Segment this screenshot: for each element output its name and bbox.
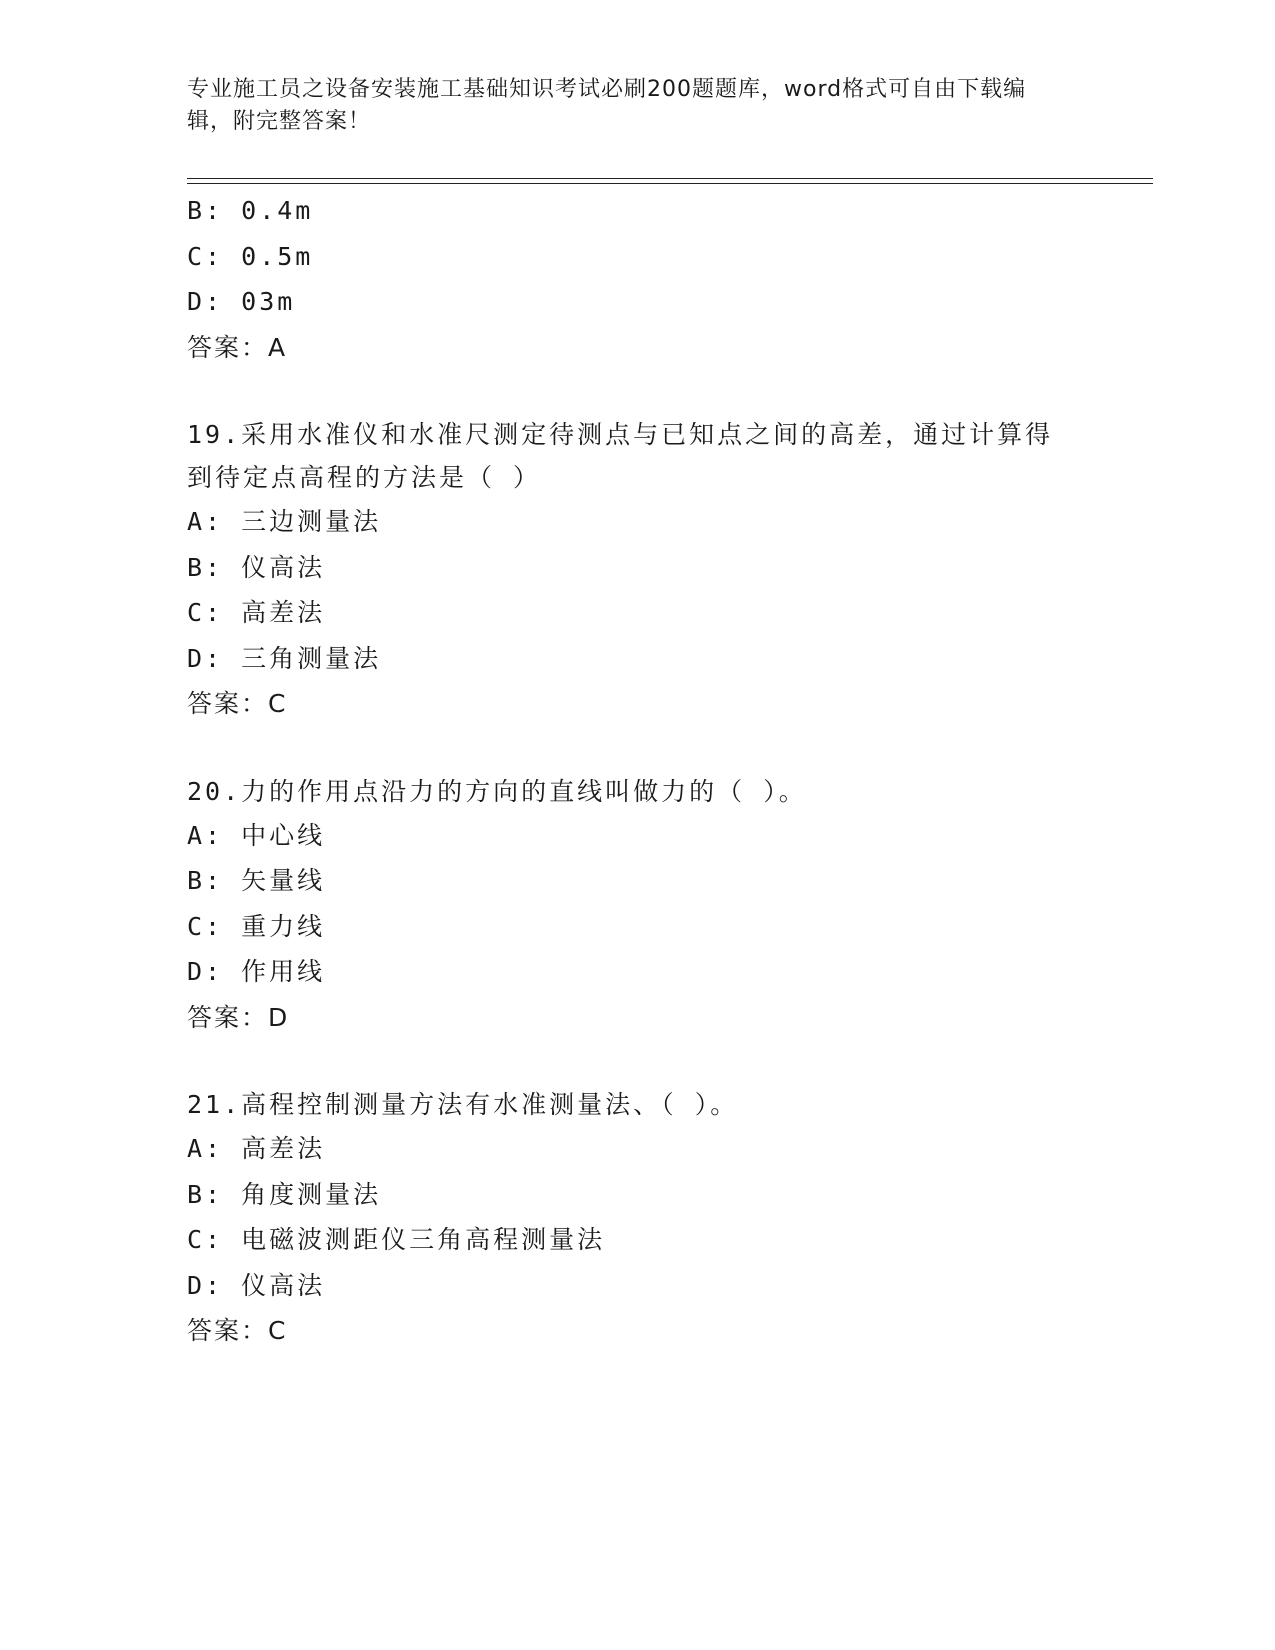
answer-line: 答案：C: [187, 689, 288, 718]
header-divider-bottom: [187, 183, 1153, 184]
option-b: B: 0.4m: [187, 196, 314, 225]
option-d: D: 仪高法: [187, 1270, 326, 1300]
spacer: [187, 370, 1147, 413]
spacer: [187, 1040, 1147, 1083]
question-block-21: [187, 1083, 1147, 1354]
option-b: B: 矢量线: [187, 866, 326, 895]
question-text: 21.高程控制测量方法有水准测量法、（ ）。: [187, 1090, 739, 1119]
option-c: C: 0.5m: [187, 241, 314, 271]
option-c: C: 重力线: [187, 911, 326, 941]
option-d: D: 作用线: [187, 957, 326, 986]
option-c: C: 高差法: [187, 598, 326, 627]
option-d: D: 03m: [187, 287, 296, 316]
option-b: B: 角度测量法: [187, 1179, 382, 1209]
header-divider-top: [187, 178, 1153, 179]
document-header-title: 专业施工员之设备安装施工基础知识考试必刷200题题库，word格式可自由下载编辑，附完整答案！: [187, 77, 1027, 134]
question-content: [187, 188, 1147, 1354]
answer-line: 答案：D: [187, 1002, 290, 1032]
answer-line: 答案：A: [187, 332, 288, 362]
option-a: A: 高差法: [187, 1134, 326, 1163]
option-c: C: 电磁波测距仪三角高程测量法: [187, 1225, 606, 1254]
question-block-19: [187, 413, 1147, 727]
spacer: [187, 727, 1147, 770]
question-block-20: [187, 770, 1147, 1041]
answer-line: 答案：C: [187, 1316, 288, 1345]
question-text: 19.采用水准仪和水准尺测定待测点与已知点之间的高差，通过计算得到待定点高程的方法是（ ）: [187, 420, 1054, 492]
question-block-18: [187, 188, 1147, 370]
option-b: B: 仪高法: [187, 552, 326, 582]
option-a: A: 中心线: [187, 820, 326, 850]
option-d: D: 三角测量法: [187, 643, 382, 673]
question-text: 20.力的作用点沿力的方向的直线叫做力的（ ）。: [187, 776, 807, 806]
option-a: A: 三边测量法: [187, 507, 382, 536]
